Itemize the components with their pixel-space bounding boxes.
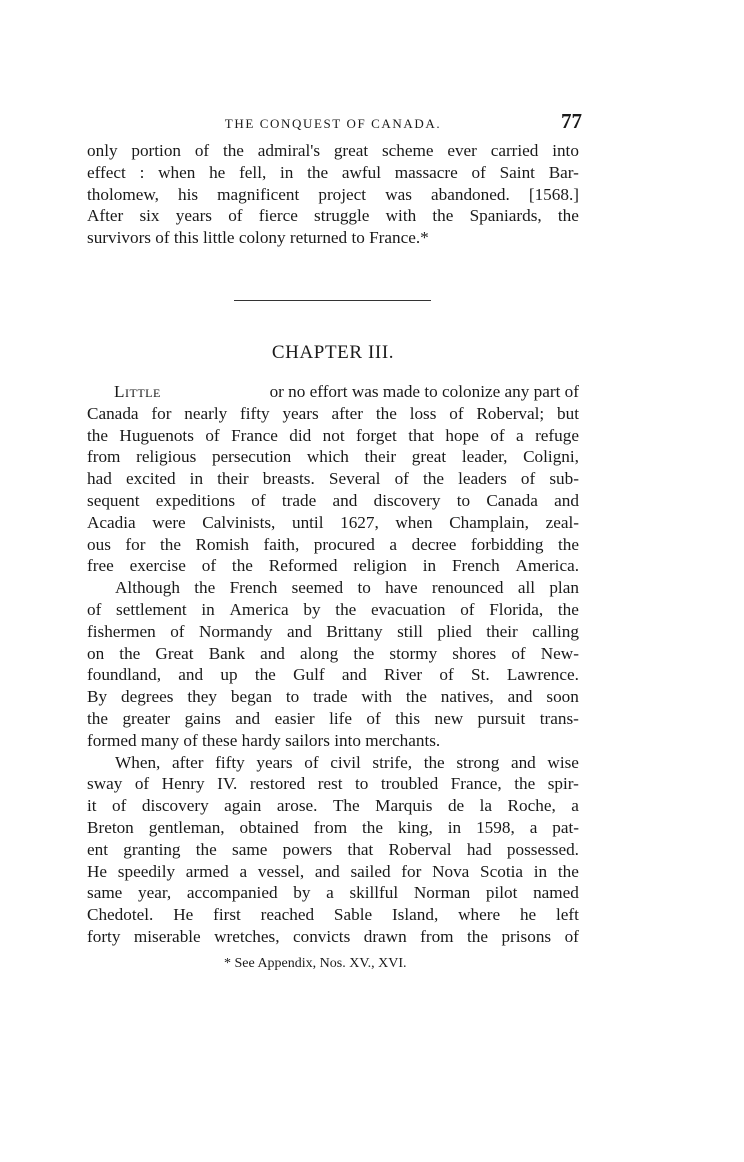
chapter-paragraph-3 <box>87 752 579 948</box>
chapter-paragraph-2 <box>87 577 579 751</box>
text-line: fishermen of Normandy and Brittany still plied their calling <box>87 621 579 641</box>
chapter-paragraph-1 <box>87 381 579 577</box>
text-line: free exercise of the Reformed religion in French America. <box>87 556 579 576</box>
running-title: THE CONQUEST OF CANADA. <box>224 116 442 131</box>
text-line: formed many of these hardy sailors into merchants. <box>87 730 441 750</box>
text-line: ous for the Romish faith, procured a decree forbidding the <box>87 534 579 554</box>
text-line: He speedily armed a vessel, and sailed for Nova Scotia in the <box>87 861 579 881</box>
text-line: Chedotel. He first reached Sable Island, where he left <box>87 905 579 925</box>
text-line: from religious persecution which their great leader, Coligni, <box>87 447 579 467</box>
text-line-opening <box>87 381 579 403</box>
text-line: of settlement in America by the evacuation of Florida, the <box>87 599 579 619</box>
footnote: * See Appendix, Nos. XV., XVI. <box>224 955 407 971</box>
book-page <box>87 109 582 972</box>
running-head <box>87 109 582 140</box>
opening-word: Little <box>114 381 161 401</box>
text-line: sway of Henry IV. restored rest to troubled France, the spir- <box>87 774 579 794</box>
text-line: on the Great Bank and along the stormy shores of New- <box>87 643 579 663</box>
text-line: had excited in their breasts. Several of the leaders of sub- <box>87 469 579 489</box>
text-line: By degrees they began to trade with the natives, and soon <box>87 687 579 707</box>
opening-line-rest: or no effort was made to colonize any part of <box>269 381 579 401</box>
page-number: 77 <box>561 109 582 133</box>
text-line: sequent expeditions of trade and discovery to Canada and <box>87 490 579 510</box>
top-paragraph <box>87 140 579 249</box>
text-line: it of discovery again arose. The Marquis de la Roche, a <box>87 796 579 816</box>
section-divider <box>234 300 431 301</box>
text-line: Although the French seemed to have renounced all plan <box>115 578 579 598</box>
text-line: tholomew, his magnificent project was abandoned. [1568.] <box>87 184 579 204</box>
text-line: After six years of fierce struggle with the Spaniards, the <box>87 206 579 226</box>
text-line: foundland, and up the Gulf and River of St. Lawrence. <box>87 665 579 685</box>
chapter-heading: CHAPTER III. <box>271 341 395 363</box>
text-line: only portion of the admiral's great scheme ever carried into <box>87 141 579 160</box>
text-line: forty miserable wretches, convicts drawn from the prisons of <box>87 926 579 946</box>
text-line: Canada for nearly fifty years after the loss of Roberval; but <box>87 403 579 423</box>
text-line: When, after fifty years of civil strife, the strong and wise <box>115 752 579 772</box>
text-line: effect : when he fell, in the awful massacre of Saint Bar- <box>87 162 579 182</box>
text-line: ent granting the same powers that Roberval had possessed. <box>87 839 579 859</box>
text-line: Breton gentleman, obtained from the king, in 1598, a pat- <box>87 817 579 837</box>
text-line: same year, accompanied by a skillful Norman pilot named <box>87 883 579 903</box>
text-line: Acadia were Calvinists, until 1627, when Champlain, zeal- <box>87 512 579 532</box>
text-line: the Huguenots of France did not forget that hope of a refuge <box>87 425 579 445</box>
text-line: survivors of this little colony returned to France.* <box>87 228 429 248</box>
text-line: the greater gains and easier life of this new pursuit trans- <box>87 708 579 728</box>
